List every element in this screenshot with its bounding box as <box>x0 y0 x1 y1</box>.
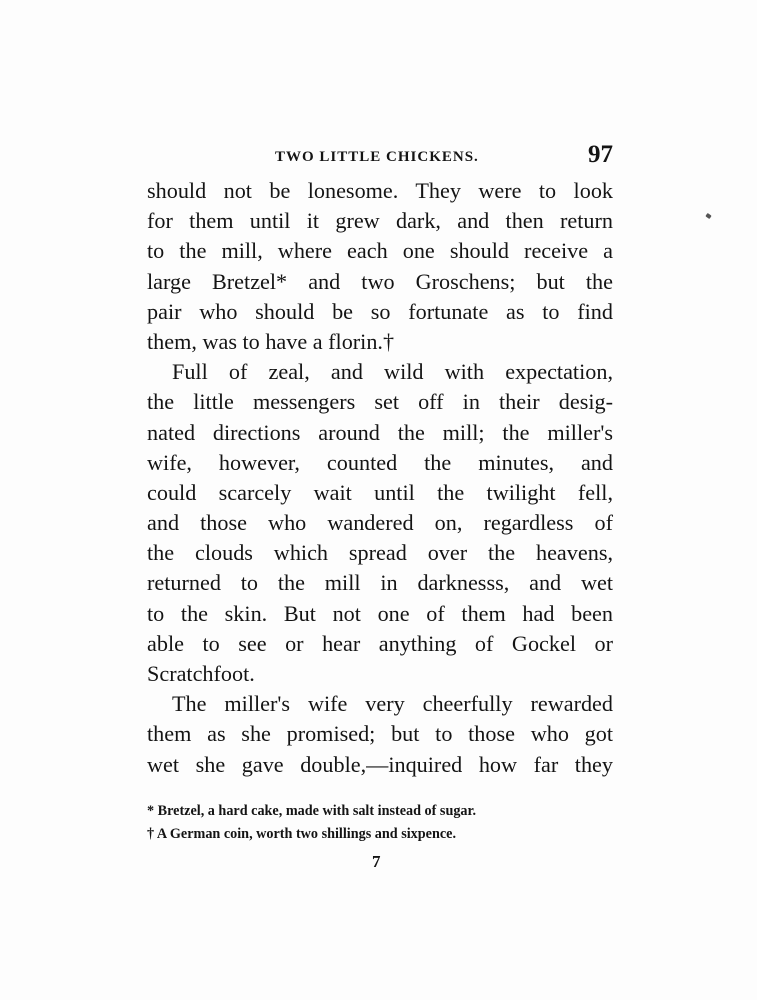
text-line: could scarcely wait until the twilight fell, <box>147 479 613 505</box>
ink-speck <box>705 213 711 219</box>
signature-mark: 7 <box>372 852 381 871</box>
text-line: wife, however, counted the minutes, and <box>147 449 613 475</box>
text-line: able to see or hear anything of Gockel or <box>147 630 613 656</box>
text-line: Scratchfoot. <box>147 661 255 686</box>
text-line: the clouds which spread over the heavens, <box>147 540 613 566</box>
text-line: returned to the mill in darknesss, and wet <box>147 570 613 596</box>
text-line: nated directions around the mill; the miller's <box>147 419 613 445</box>
footnote: * Bretzel, a hard cake, made with salt instead of sugar. <box>147 803 477 819</box>
text-line: Full of zeal, and wild with expectation, <box>172 359 613 385</box>
text-line: for them until it grew dark, and then return <box>147 208 613 234</box>
footnote: † A German coin, worth two shillings and sixpence. <box>147 826 456 842</box>
text-line: the little messengers set off in their desig- <box>147 389 613 415</box>
body-text <box>147 176 613 780</box>
page-number: 97 <box>588 141 613 168</box>
text-line: and those who wandered on, regardless of <box>147 510 613 536</box>
text-line: them as she promised; but to those who got <box>147 721 613 747</box>
text-line: large Bretzel* and two Groschens; but the <box>147 268 613 294</box>
text-line: them, was to have a florin.† <box>147 328 395 354</box>
running-head <box>147 142 613 174</box>
text-line: should not be lonesome. They were to look <box>147 178 613 203</box>
text-line: to the skin. But not one of them had been <box>147 600 613 626</box>
footnotes <box>147 800 617 846</box>
text-line: to the mill, where each one should receive a <box>147 238 613 264</box>
text-line: wet she gave double,—inquired how far they <box>147 751 613 777</box>
text-line: pair who should be so fortunate as to find <box>147 298 613 324</box>
running-title: TWO LITTLE CHICKENS. <box>275 149 479 165</box>
text-line: The miller's wife very cheerfully rewarded <box>172 691 613 717</box>
